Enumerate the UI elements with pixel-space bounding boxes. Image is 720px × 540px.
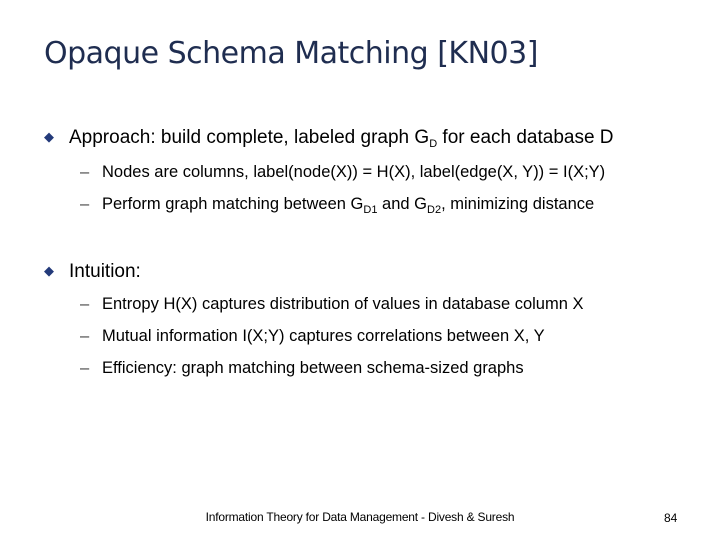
- bullet-text-b: for each database D: [437, 127, 614, 148]
- subscript-d1: D1: [363, 204, 378, 216]
- sub-bullet-matching: [80, 195, 594, 214]
- dash-icon: –: [80, 327, 90, 345]
- dash-icon: –: [80, 359, 90, 377]
- bullet-text: Intuition:: [69, 261, 141, 282]
- diamond-bullet-icon: ◆: [44, 263, 54, 278]
- slide-title: Opaque Schema Matching [KN03]: [44, 36, 538, 71]
- slide-footer: Information Theory for Data Management - Divesh & Suresh: [205, 510, 515, 524]
- sub-bullet-text: Mutual information I(X;Y) captures correlations between X, Y: [102, 327, 545, 345]
- subscript-d2: D2: [427, 204, 442, 216]
- sub-bullet-efficiency: [80, 359, 524, 378]
- bullet-approach: [44, 127, 614, 149]
- bullet-intuition: [44, 261, 141, 283]
- sub-bullet-text: Efficiency: graph matching between schema-sized graphs: [102, 359, 524, 377]
- bullet-text-a: Approach: build complete, labeled graph G: [69, 127, 430, 148]
- subscript-d: D: [429, 138, 438, 150]
- dash-icon: –: [80, 195, 90, 213]
- sub-bullet-entropy: [80, 295, 584, 314]
- page-number: 84: [664, 511, 678, 525]
- sub-text-a: Perform graph matching between G: [102, 195, 364, 213]
- dash-icon: –: [80, 295, 90, 313]
- sub-bullet-nodes: [80, 163, 605, 182]
- sub-bullet-text: Nodes are columns, label(node(X)) = H(X), label(edge(X, Y)) = I(X;Y): [102, 163, 606, 181]
- dash-icon: –: [80, 163, 90, 181]
- diamond-bullet-icon: ◆: [44, 129, 54, 144]
- sub-bullet-mutual-info: [80, 327, 545, 346]
- sub-text-c: , minimizing distance: [441, 195, 595, 213]
- sub-bullet-text: Entropy H(X) captures distribution of values in database column X: [102, 295, 584, 313]
- sub-text-b: and G: [377, 195, 427, 213]
